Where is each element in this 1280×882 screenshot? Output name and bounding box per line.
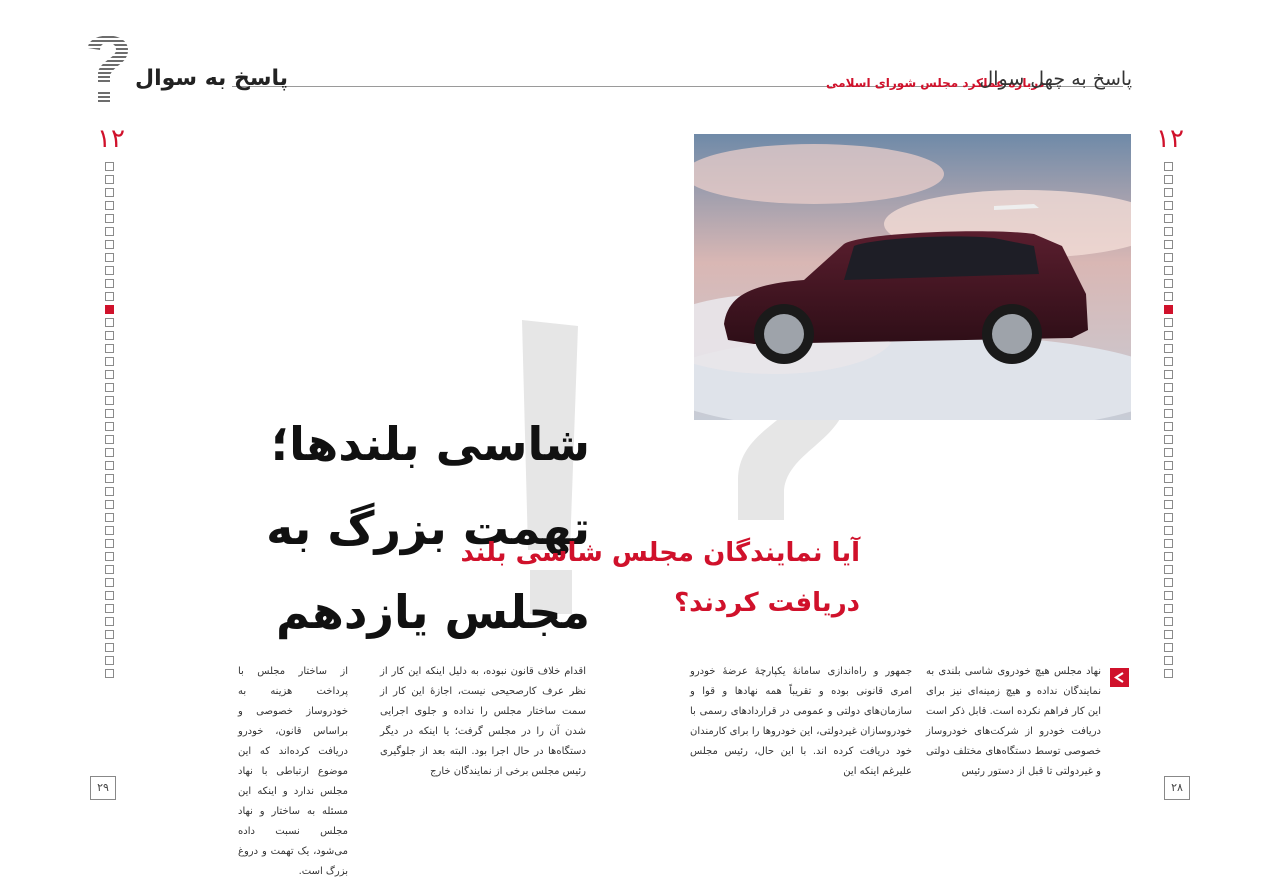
chapter-marker [1164, 175, 1173, 184]
chapter-marker [105, 461, 114, 470]
header-rule-left [232, 86, 832, 87]
chapter-marker [1164, 656, 1173, 665]
chapter-marker [105, 240, 114, 249]
chapter-marker [105, 201, 114, 210]
chapter-marker [1164, 409, 1173, 418]
chapter-marker [1164, 604, 1173, 613]
chapter-marker [1164, 461, 1173, 470]
chapter-number-left: ۱۲ [97, 124, 125, 154]
chapter-marker [105, 422, 114, 431]
chapter-marker [1164, 448, 1173, 457]
chapter-marker [1164, 435, 1173, 444]
chapter-marker [105, 578, 114, 587]
chapter-marker [1164, 669, 1173, 678]
chapter-marker [105, 357, 114, 366]
chapter-marker [105, 279, 114, 288]
question-mark-logo-icon [82, 28, 134, 106]
chapter-marker [105, 643, 114, 652]
chapter-marker [1164, 383, 1173, 392]
chapter-marker [1164, 344, 1173, 353]
chapter-marker [1164, 253, 1173, 262]
chapter-marker [105, 266, 114, 275]
title-line: مجلس یازدهم [275, 585, 590, 639]
suv-car-photo [694, 134, 1131, 420]
chapter-marker [105, 370, 114, 379]
chapter-marker [105, 383, 114, 392]
chapter-marker [1164, 214, 1173, 223]
chapter-marker-active [1164, 305, 1173, 314]
chapter-marker [105, 175, 114, 184]
chapter-marker [1164, 227, 1173, 236]
chapter-marker [105, 435, 114, 444]
chapter-marker [105, 162, 114, 171]
chapter-marker [1164, 591, 1173, 600]
chapter-marker [1164, 292, 1173, 301]
chapter-marker [105, 396, 114, 405]
chapter-marker [1164, 552, 1173, 561]
chapter-marker [1164, 279, 1173, 288]
chapter-marker [105, 448, 114, 457]
chapter-marker [105, 487, 114, 496]
chapter-marker [1164, 240, 1173, 249]
body-column: جمهور و راه‌اندازی سامانهٔ یکپارچهٔ عرضهٔ خودرو امری قانونی بوده و تقریباً همه نهادها و قوا و سازمان‌های دولتی و عمومی در قرارداد‌های رسمی با خودروسازان غیردولتی، این خودروها را برای کارمندان خود دریافت کرده اند. با این حال، رئیس مجلس علیرغم اینکه این [690, 666, 912, 777]
chevron-left-icon [1110, 668, 1129, 687]
chapter-marker [105, 591, 114, 600]
chapter-marker-active [105, 305, 114, 314]
title-line: شاسی بلندها؛ [270, 417, 590, 471]
chapter-marker [1164, 266, 1173, 275]
header-subtitle: درباره عملکرد مجلس شورای اسلامی [826, 76, 1045, 90]
chapter-progress-left [105, 162, 115, 678]
chapter-marker [1164, 643, 1173, 652]
chapter-marker [105, 292, 114, 301]
chapter-marker [105, 214, 114, 223]
chapter-marker [1164, 617, 1173, 626]
chapter-number-right: ۱۲ [1156, 124, 1184, 154]
chapter-marker [105, 409, 114, 418]
chapter-marker [1164, 578, 1173, 587]
brand-title: پاسخ به سوال [135, 66, 288, 91]
chapter-marker [105, 188, 114, 197]
chapter-marker [1164, 487, 1173, 496]
chapter-marker [105, 630, 114, 639]
page-number: ۲۹ [90, 776, 116, 800]
chapter-marker [105, 669, 114, 678]
chapter-marker [105, 656, 114, 665]
chapter-marker [1164, 500, 1173, 509]
chapter-marker [105, 565, 114, 574]
chapter-marker [1164, 201, 1173, 210]
chapter-marker [1164, 565, 1173, 574]
chapter-marker [105, 539, 114, 548]
body-column: از ساختار مجلس با پرداخت هزینه به خودروساز خصوصی و براساس قانون، خودرو دریافت کرده‌اند که این موضوع ارتباطی با نهاد مجلس ندارد و اینکه این مسئله به ساختار و نهاد مجلس نسبت داده می‌شود، یک تهمت و دروغ بزرگ است. [238, 666, 348, 877]
question-line: دریافت کردند؟ [674, 588, 860, 618]
chapter-marker [105, 552, 114, 561]
chapter-marker [1164, 526, 1173, 535]
question-heading [460, 528, 860, 628]
chapter-marker [1164, 331, 1173, 340]
chapter-marker [105, 344, 114, 353]
chapter-marker [1164, 162, 1173, 171]
chapter-marker [1164, 188, 1173, 197]
question-line: آیا نمایندگان مجلس شاسی بلند [460, 538, 860, 568]
series-title: پاسخ به چهل سوال [979, 68, 1132, 90]
chapter-marker [105, 331, 114, 340]
title-line: تهمت بزرگ به [266, 501, 590, 555]
chapter-marker [1164, 422, 1173, 431]
chapter-marker [1164, 370, 1173, 379]
chapter-marker [105, 500, 114, 509]
chapter-marker [105, 526, 114, 535]
chapter-progress-right [1164, 162, 1174, 678]
body-column: نهاد مجلس هیچ خودروی شاسی بلندی به نمایندگان نداده و هیچ زمینه‌ای نیز برای این کار فراهم نکرده است. قابل ذکر است دریافت خودرو از شرکت‌های خودروساز خصوصی توسط دستگاه‌های مختلف دولتی و غیردولتی تا قبل از دستور رئیس [926, 666, 1101, 777]
body-column: اقدام خلاف قانون نبوده، به دلیل اینکه این کار از نظر عرف کارصحیحی نیست، اجازهٔ این کار از سمت ساختار مجلس را نداده و جلوی اجرایی شدن آن را در مجلس گرفت؛ یا اینکه در دیگر دستگاه‌ها در حال اجرا بود. البته بعد از جلوگیری رئیس مجلس برخی از نمایندگان خارج [380, 666, 586, 777]
chapter-marker [1164, 539, 1173, 548]
chapter-marker [1164, 474, 1173, 483]
chapter-marker [105, 253, 114, 262]
chapter-marker [105, 474, 114, 483]
chapter-marker [105, 604, 114, 613]
chapter-marker [1164, 630, 1173, 639]
page-number: ۲۸ [1164, 776, 1190, 800]
chapter-marker [105, 227, 114, 236]
chapter-marker [1164, 513, 1173, 522]
chapter-marker [1164, 396, 1173, 405]
chapter-marker [105, 617, 114, 626]
chapter-marker [105, 318, 114, 327]
chapter-marker [105, 513, 114, 522]
chapter-marker [1164, 318, 1173, 327]
chapter-marker [1164, 357, 1173, 366]
